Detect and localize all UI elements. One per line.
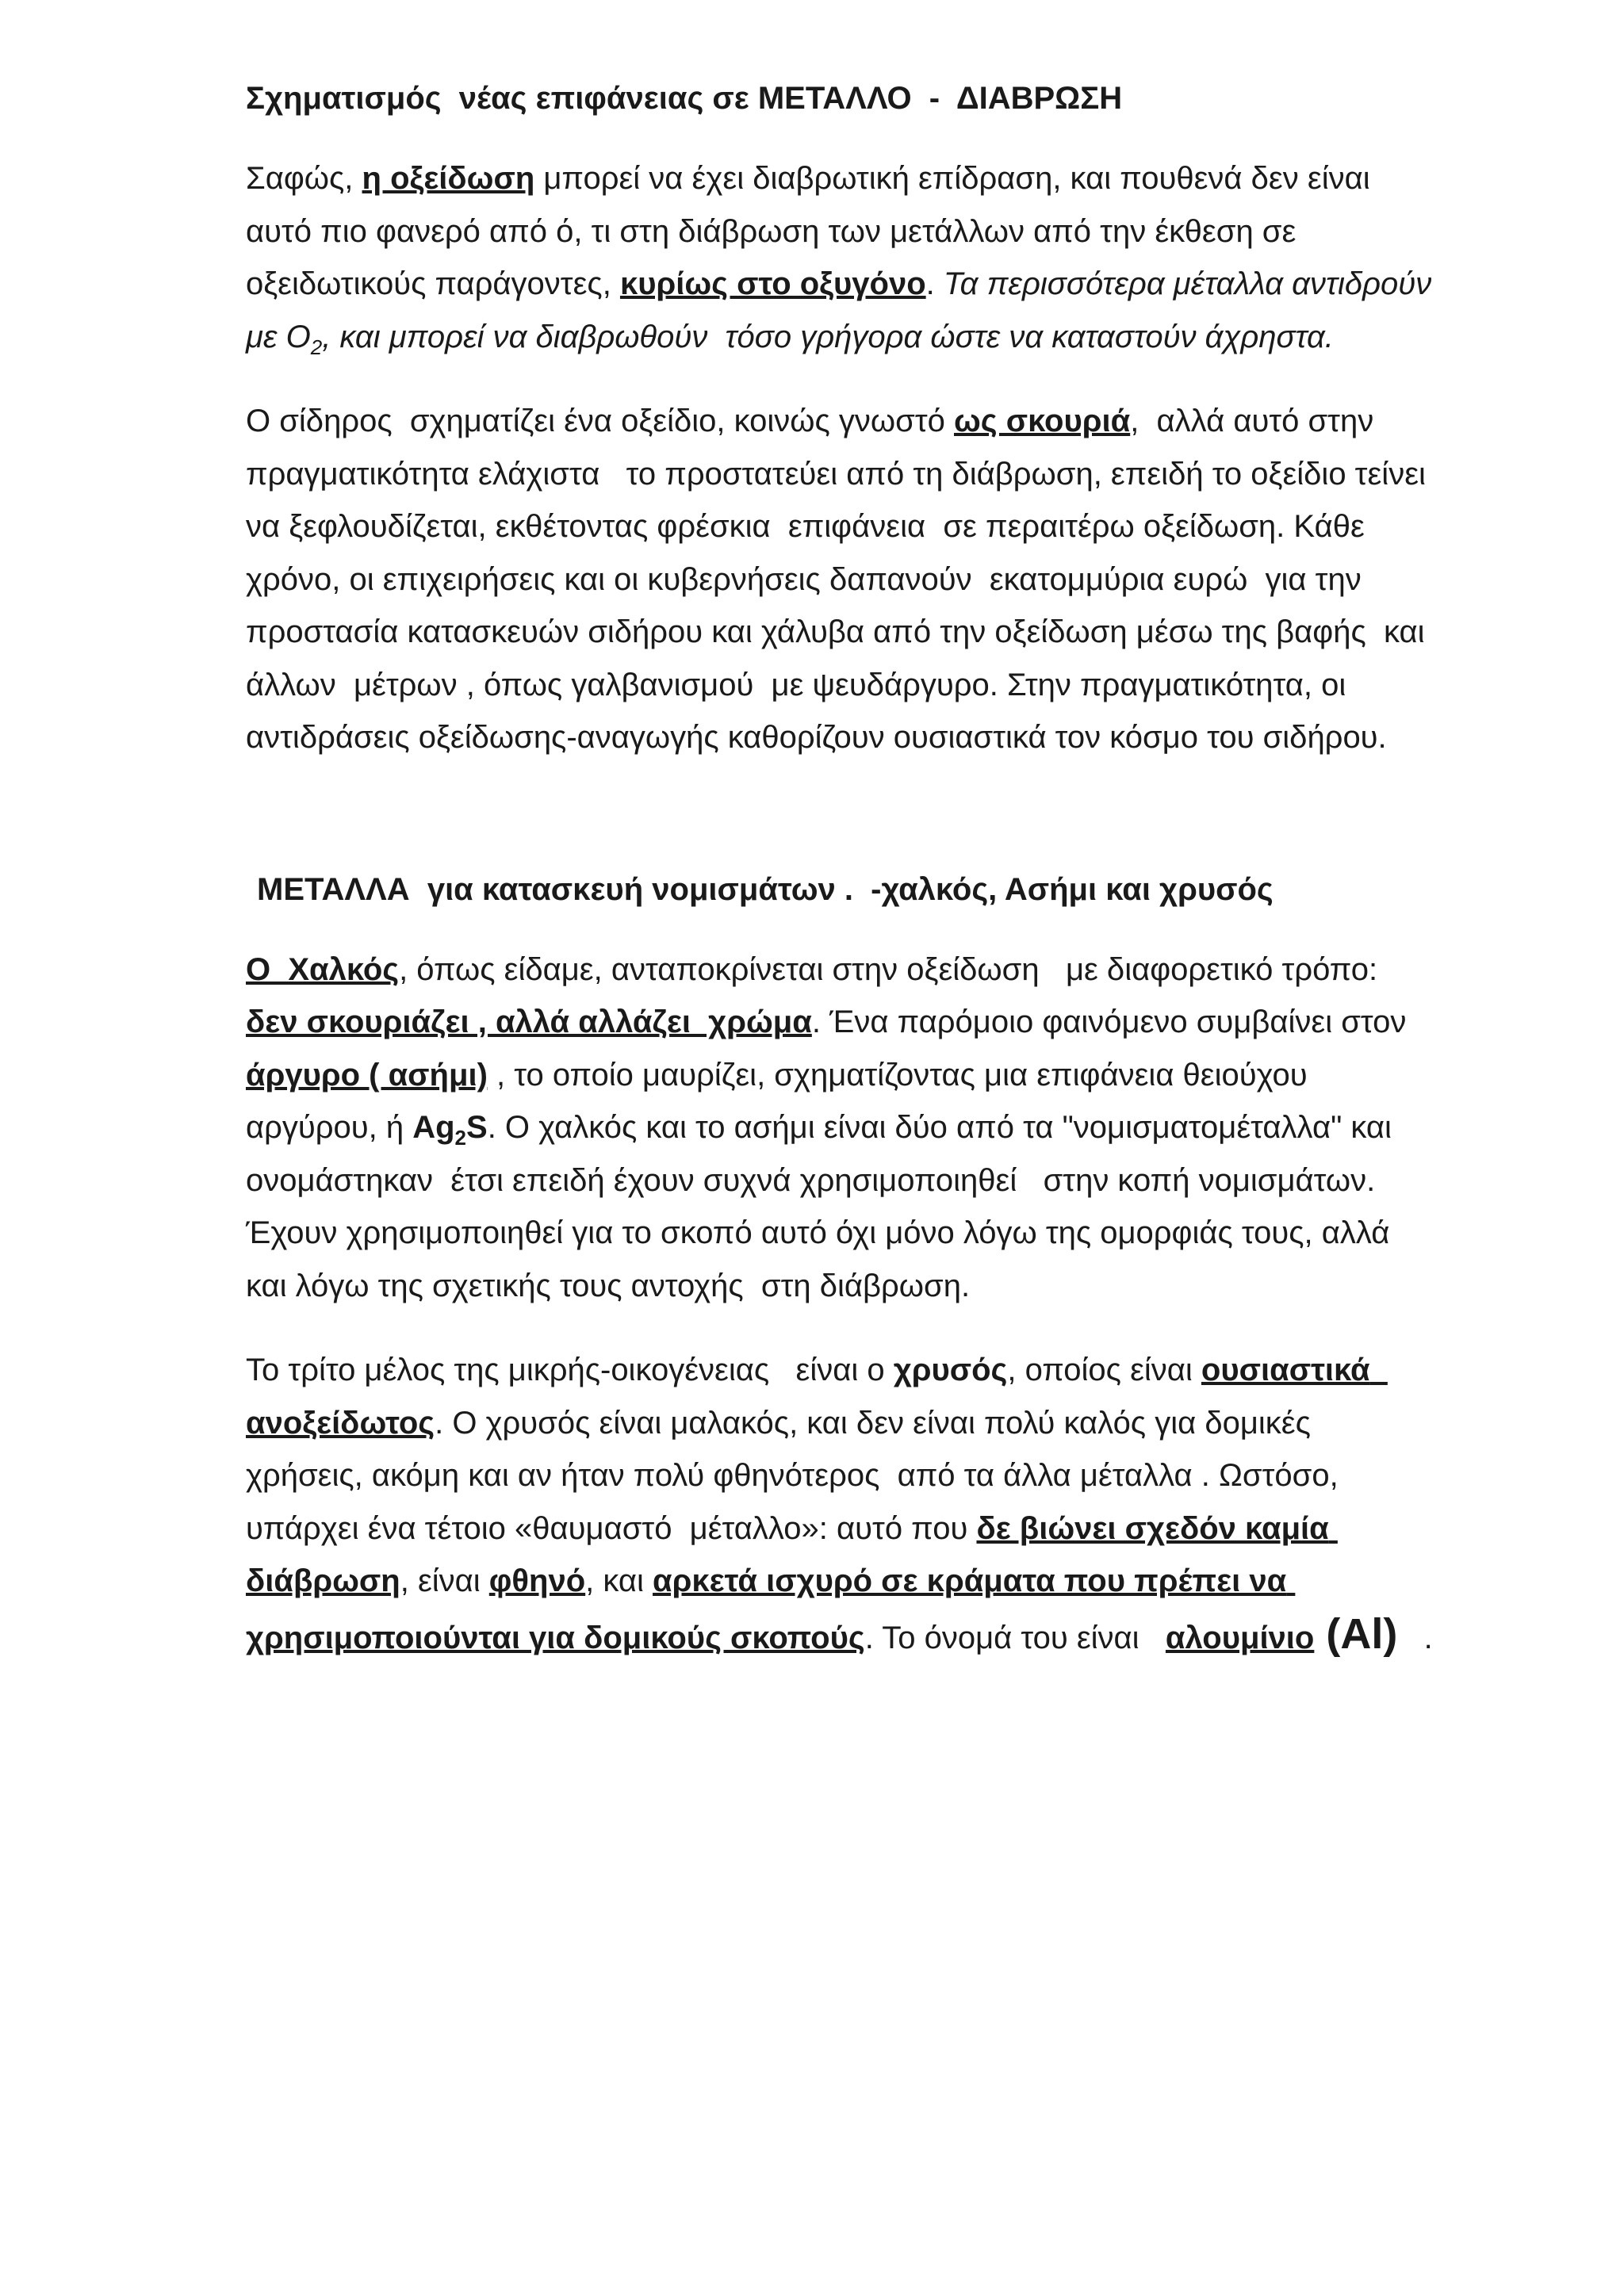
text-run: , οποίος είναι (1007, 1353, 1201, 1387)
emphasis-strong-alloys: αρκετά ισχυρό σε κράματα που πρέπει να χρησιμοποιούνται για δομικούς σκοπούς (246, 1563, 1296, 1655)
paragraph-oxidation (246, 152, 1441, 363)
paragraph-copper-silver (246, 943, 1435, 1313)
text-run: , όπως είδαμε, ανταποκρίνεται στην οξείδωση με διαφορετικό τρόπο: (399, 951, 1396, 987)
paragraph-iron-rust (246, 395, 1435, 764)
text-run: , και (585, 1563, 653, 1598)
emphasis-copper: Ο Χαλκός (246, 951, 400, 987)
subscript: 2 (454, 1126, 467, 1150)
paragraph-gold-aluminum (246, 1344, 1435, 1664)
emphasis-stainless: ουσιαστικά ανοξείδωτος (246, 1353, 1388, 1441)
text-run: Σαφώς, (246, 161, 362, 196)
text-run: , είναι (400, 1563, 489, 1598)
aluminum-symbol: (Al) (1314, 1609, 1398, 1658)
formula-ag: Ag (412, 1110, 455, 1145)
emphasis-gold: χρυσός (893, 1353, 1008, 1387)
text-run: . (1397, 1620, 1433, 1655)
text-run: , αλλά αυτό στην πραγματικότητα ελάχιστα το προστατεύει από τη διάβρωση, επειδή το οξείδιο τείνει να ξεφλουδίζεται, εκθέτοντας φρέσκια επιφάνεια σε περαιτέρω οξείδωση. Κάθε χρόνο, οι επιχειρήσεις και οι κυβερνήσεις δαπανούν εκατομμύρια ευρώ για την προστασία κατασκευών σιδήρου και χάλυβα από την οξείδωση μέσω της βαφής και άλλων μέτρων , όπως γαλβανισμού με ψευδάργυρο. Στην πραγματικότητα, οι αντιδράσεις οξείδωσης-αναγωγής καθορίζουν ουσιαστικά τον κόσμο του σιδήρου. (246, 404, 1435, 755)
italic-text: Τα περισσότερα μέταλλα αντιδρούν με Ο (246, 266, 1441, 354)
text-run: , το οποίο μαυρίζει, σχηματίζοντας μια επιφάνεια θειούχου αργύρου, ή (246, 1057, 1316, 1145)
text-run: . Το όνομά του είναι (864, 1620, 1166, 1655)
text-run: . Ένα παρόμοιο φαινόμενο συμβαίνει στον (811, 1004, 1415, 1039)
heading-corrosion: Σχηματισμός νέας επιφάνειας σε ΜΕΤΑΛΛΟ - ΔΙΑΒΡΩΣΗ (246, 81, 1123, 116)
text-run: Το τρίτο μέλος της μικρής-οικογένειας είναι ο (246, 1353, 894, 1387)
heading-coinage-metals: ΜΕΤΑΛΛΑ για κατασκευή νομισμάτων . -χαλκός, Ασήμι και χρυσός (257, 871, 1274, 907)
document-content (246, 76, 1441, 1696)
text-run: Ο σίδηρος σχηματίζει ένα οξείδιο, κοινώς γνωστό (246, 404, 954, 438)
text-run: μπορεί να έχει διαβρωτική επίδραση, και πουθενά δεν είναι αυτό πιο φανερό από ό, τι στη διάβρωση των μετάλλων από την έκθεση σε οξειδωτικούς παράγοντες, (246, 161, 1379, 301)
formula-s: S (466, 1110, 488, 1145)
emphasis-color-change: δεν σκουριάζει , αλλά αλλάζει χρώμα (246, 1004, 812, 1039)
italic-text: , και μπορεί να διαβρωθούν τόσο γρήγορα ώστε να καταστούν άχρηστα. (322, 319, 1334, 354)
subscript: 2 (310, 335, 323, 359)
emphasis-cheap: φθηνό (488, 1563, 586, 1598)
emphasis-aluminum: αλουμίνιο (1165, 1620, 1315, 1655)
emphasis-oxidation: η οξείδωση (362, 161, 535, 196)
emphasis-no-corrosion: δε βιώνει σχεδόν καμία διάβρωση (246, 1510, 1338, 1598)
text-run: . (925, 266, 944, 301)
emphasis-rust: ως σκουριά (954, 404, 1131, 438)
emphasis-silver: άργυρο ( ασήμι) (246, 1057, 488, 1093)
text-run: . Ο χρυσός είναι μαλακός, και δεν είναι πολύ καλός για δομικές χρήσεις, ακόμη και αν ήταν πολύ φθηνότερος από τα άλλα μέταλλα . Ωστόσο, υπάρχει ένα τέτοιο «θαυμαστό μέταλλο»: αυτό που (246, 1405, 1347, 1546)
emphasis-oxygen: κυρίως στο οξυγόνο (619, 266, 926, 301)
text-run: . Ο χαλκός και το ασήμι είναι δύο από τα "νομισματομέταλλα" και ονομάστηκαν έτσι επειδή έχουν συχνά χρησιμοποιηθεί στην κοπή νομισμάτων. Έχουν χρησιμοποιηθεί για το σκοπό αυτό όχι μόνο λόγω της ομορφιάς τους, αλλά και λόγω της σχετικής τους αντοχής στη διάβρωση. (246, 1110, 1410, 1303)
